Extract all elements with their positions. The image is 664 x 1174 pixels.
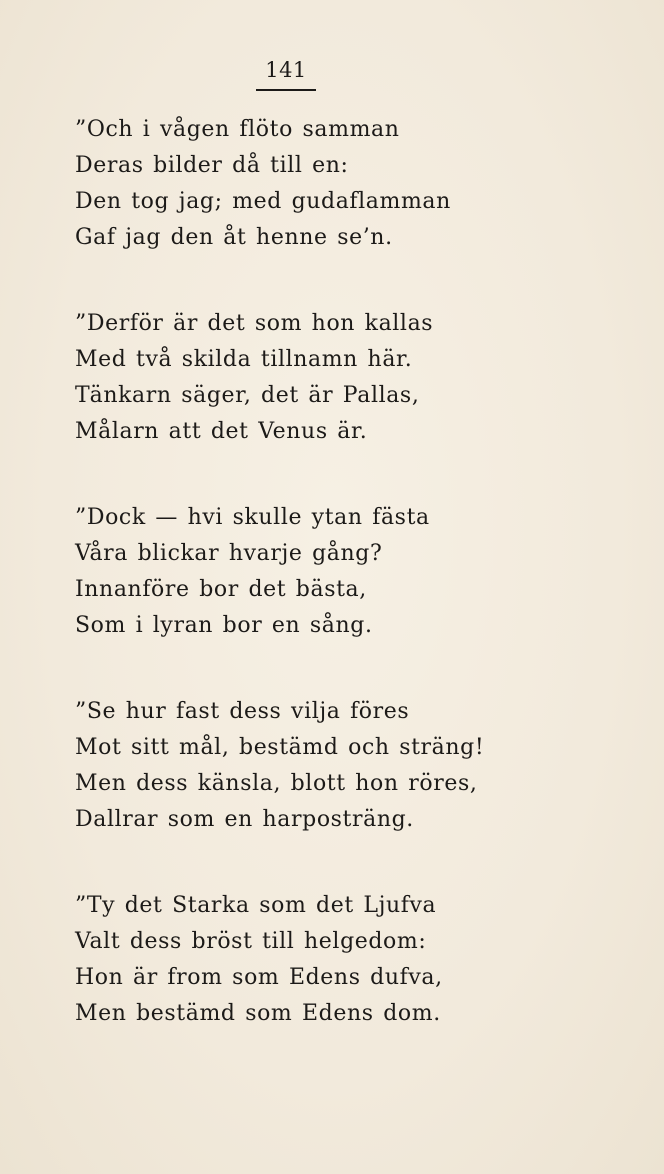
verse-line: Valt dess bröst till helgedom: — [75, 929, 427, 954]
stanza-4 — [75, 694, 635, 838]
verse-line: Mot sitt mål, bestämd och sträng! — [75, 735, 485, 760]
verse-line: Dallrar som en harposträng. — [75, 807, 414, 832]
verse-line: Gaf jag den åt henne se’n. — [75, 225, 393, 250]
page-number-underline — [256, 89, 316, 91]
verse-line: Målarn att det Venus är. — [75, 419, 368, 444]
stanza-3 — [75, 500, 635, 644]
stanza-5 — [75, 888, 635, 1032]
verse-line: Med två skilda tillnamn här. — [75, 347, 413, 372]
page-number: 141 — [265, 58, 307, 82]
verse-line: ”Ty det Starka som det Ljufva — [75, 893, 437, 918]
stanza-2 — [75, 306, 635, 450]
poem — [75, 112, 635, 1082]
verse-line: Deras bilder då till en: — [75, 153, 349, 178]
verse-line: ”Se hur fast dess vilja föres — [75, 699, 410, 724]
verse-line: Innanföre bor det bästa, — [75, 577, 367, 602]
stanza-1 — [75, 112, 635, 256]
verse-line: Den tog jag; med gudaflamman — [75, 189, 451, 214]
verse-line: Hon är from som Edens dufva, — [75, 965, 443, 990]
verse-line: ”Dock — hvi skulle ytan fästa — [75, 505, 430, 530]
verse-line: Som i lyran bor en sång. — [75, 613, 373, 638]
verse-line: Tänkarn säger, det är Pallas, — [75, 383, 420, 408]
verse-line: ”Derför är det som hon kallas — [75, 311, 434, 336]
verse-line: ”Och i vågen flöto samman — [75, 117, 400, 142]
verse-line: Men bestämd som Edens dom. — [75, 1001, 441, 1026]
verse-line: Men dess känsla, blott hon röres, — [75, 771, 478, 796]
verse-line: Våra blickar hvarje gång? — [75, 541, 383, 566]
